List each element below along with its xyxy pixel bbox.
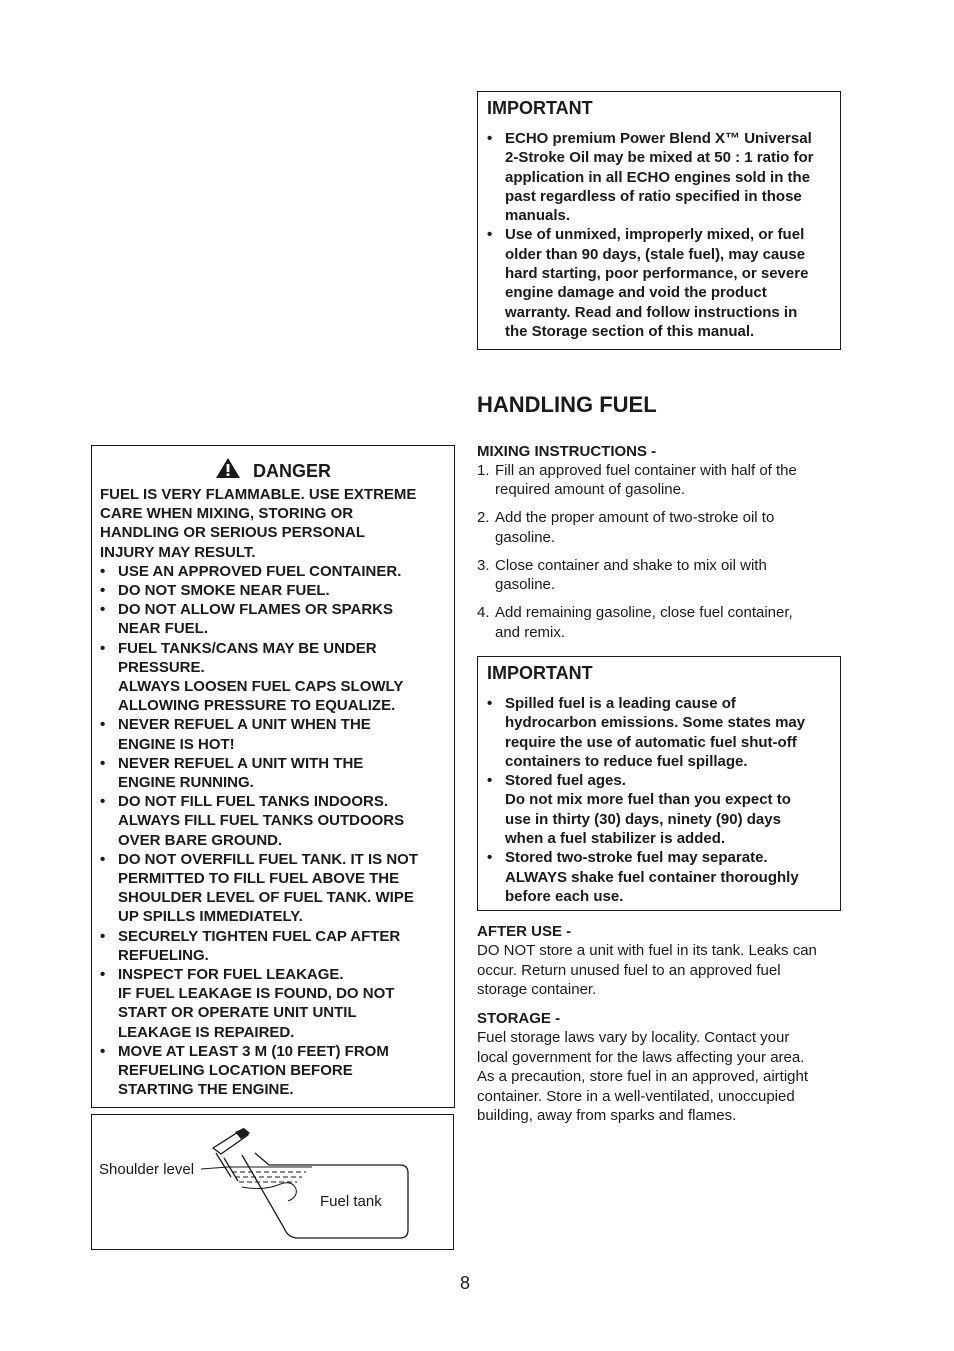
text-line: • Use of unmixed, improperly mixed, or fuel <box>505 226 805 244</box>
step-number: 3. <box>477 556 490 574</box>
danger-bullet <box>100 850 446 927</box>
danger-box <box>91 445 455 1108</box>
text-line: PERMITTED TO FILL FUEL ABOVE THE <box>118 870 400 888</box>
text-line: • Stored fuel ages. <box>505 772 626 790</box>
warning-triangle-icon <box>215 457 241 479</box>
text-line: warranty. Read and follow instructions in <box>505 303 798 321</box>
danger-bullet <box>100 927 446 965</box>
text-line: Fill an approved fuel container with half of the <box>495 462 797 479</box>
text-line: ALLOWING PRESSURE TO EQUALIZE. <box>118 697 396 715</box>
text-line: • USE AN APPROVED FUEL CONTAINER. <box>118 562 402 580</box>
text-line: engine damage and void the product <box>505 284 767 302</box>
text-line: START OR OPERATE UNIT UNTIL <box>118 1004 357 1022</box>
danger-bullet <box>100 600 446 638</box>
text-line: before each use. <box>505 887 624 905</box>
text-line: • SECURELY TIGHTEN FUEL CAP AFTER <box>118 927 401 945</box>
text-line: • NEVER REFUEL A UNIT WITH THE <box>118 754 364 772</box>
text-line: gasoline. <box>495 576 556 594</box>
text-line: Add remaining gasoline, close fuel container, <box>495 604 793 622</box>
text-line: application in all ECHO engines sold in the <box>505 168 811 186</box>
important-list <box>487 694 832 906</box>
mixing-heading: MIXING INSTRUCTIONS - <box>477 443 657 460</box>
danger-header <box>100 457 446 483</box>
text-line: containers to reduce fuel spillage. <box>505 752 748 770</box>
danger-bullet <box>100 754 446 792</box>
text-line: use in thirty (30) days, ninety (90) days <box>505 810 781 828</box>
text-line: past regardless of ratio specified in those <box>505 187 802 205</box>
danger-list <box>100 562 446 1100</box>
important-title: IMPORTANT <box>487 98 593 118</box>
step-text <box>495 508 841 547</box>
text-line: • MOVE AT LEAST 3 M (10 FEET) FROM <box>118 1042 389 1060</box>
text-line: REFUELING LOCATION BEFORE <box>118 1062 353 1080</box>
fuel-tank-label: Fuel tank <box>320 1193 382 1210</box>
text-line: As a precaution, store fuel in an approved, airtight <box>477 1068 809 1086</box>
text-line: local government for the laws affecting your area. <box>477 1048 805 1066</box>
text-line: INJURY MAY RESULT. <box>100 543 256 561</box>
after-use-heading: AFTER USE - <box>477 923 572 940</box>
mixing-step <box>477 603 841 642</box>
text-line: REFUELING. <box>118 946 209 964</box>
text-line: SHOULDER LEVEL OF FUEL TANK. WIPE <box>118 889 414 907</box>
text-line: hydrocarbon emissions. Some states may <box>505 714 806 732</box>
danger-bullet <box>100 1042 446 1100</box>
text-line: Do not mix more fuel than you expect to <box>505 791 791 809</box>
danger-bullet <box>100 965 446 1042</box>
important-bullet <box>487 129 832 225</box>
mixing-step <box>477 508 841 547</box>
mixing-steps <box>477 461 841 642</box>
text-line: manuals. <box>505 207 571 225</box>
text-line: • DO NOT FILL FUEL TANKS INDOORS. <box>118 793 388 811</box>
step-text <box>495 603 841 642</box>
after-use-section <box>477 922 847 1000</box>
text-line: occur. Return unused fuel to an approved fuel <box>477 961 781 979</box>
important-title: IMPORTANT <box>487 663 593 683</box>
mixing-instructions <box>477 442 841 651</box>
text-line: Fuel storage laws vary by locality. Contact your <box>477 1029 790 1047</box>
text-line: required amount of gasoline. <box>495 481 686 499</box>
step-text <box>495 556 841 595</box>
text-line: ALWAYS shake fuel container thoroughly <box>505 868 799 886</box>
shoulder-level-label: Shoulder level <box>99 1161 195 1178</box>
text-line: LEAKAGE IS REPAIRED. <box>118 1023 295 1041</box>
text-line: DO NOT store a unit with fuel in its tank. Leaks can <box>477 942 817 960</box>
danger-bullet <box>100 639 446 716</box>
text-line: • Stored two-stroke fuel may separate. <box>505 849 768 867</box>
fuel-tank-illustration <box>92 1115 453 1249</box>
text-line: container. Store in a well-ventilated, unoccupied <box>477 1087 795 1105</box>
text-line: older than 90 days, (stale fuel), may cause <box>505 245 806 263</box>
text-line: Add the proper amount of two-stroke oil to <box>495 509 775 527</box>
step-number: 4. <box>477 604 490 622</box>
text-line: the Storage section of this manual. <box>505 322 755 340</box>
text-line: gasoline. <box>495 528 556 546</box>
step-number: 2. <box>477 509 490 527</box>
step-text <box>495 461 841 500</box>
text-line: IF FUEL LEAKAGE IS FOUND, DO NOT <box>118 985 395 1003</box>
important-bullet <box>487 771 832 848</box>
text-line: UP SPILLS IMMEDIATELY. <box>118 908 303 926</box>
text-line: FUEL IS VERY FLAMMABLE. USE EXTREME <box>100 486 417 503</box>
important-box-top <box>477 91 841 350</box>
mixing-step <box>477 461 841 500</box>
text-line: CARE WHEN MIXING, STORING OR <box>100 505 354 523</box>
text-line: • DO NOT OVERFILL FUEL TANK. IT IS NOT <box>118 850 418 868</box>
text-line: hard starting, poor performance, or severe <box>505 265 809 283</box>
danger-intro <box>100 485 446 562</box>
text-line: • ECHO premium Power Blend X™ Universal <box>505 130 812 147</box>
text-line: 2-Stroke Oil may be mixed at 50 : 1 ratio for <box>505 149 814 167</box>
text-line: • Spilled fuel is a leading cause of <box>505 695 736 712</box>
danger-bullet <box>100 792 446 850</box>
storage-text <box>477 1028 847 1125</box>
text-line: • INSPECT FOR FUEL LEAKAGE. <box>118 966 344 984</box>
storage-section <box>477 1009 847 1125</box>
text-line: • NEVER REFUEL A UNIT WHEN THE <box>118 716 371 734</box>
text-line: storage container. <box>477 981 597 999</box>
after-use-text <box>477 941 847 999</box>
text-line: HANDLING OR SERIOUS PERSONAL <box>100 524 366 542</box>
text-line: building, away from sparks and flames. <box>477 1107 737 1125</box>
text-line: PRESSURE. <box>118 658 205 676</box>
text-line: Close container and shake to mix oil with <box>495 556 767 574</box>
text-line: STARTING THE ENGINE. <box>118 1081 294 1099</box>
step-number: 1. <box>477 462 490 479</box>
important-bullet <box>487 694 832 771</box>
text-line: OVER BARE GROUND. <box>118 831 283 849</box>
text-line: NEAR FUEL. <box>118 620 208 638</box>
important-list <box>487 129 832 341</box>
text-line: and remix. <box>495 623 566 641</box>
text-line: ALWAYS LOOSEN FUEL CAPS SLOWLY <box>118 678 404 696</box>
important-bullet <box>487 225 832 341</box>
text-line: ENGINE IS HOT! <box>118 735 235 753</box>
text-line: • FUEL TANKS/CANS MAY BE UNDER <box>118 639 377 657</box>
text-line: ALWAYS FILL FUEL TANKS OUTDOORS <box>118 812 405 830</box>
important-box-middle <box>477 656 841 911</box>
section-title: HANDLING FUEL <box>477 392 657 417</box>
danger-bullet <box>100 715 446 753</box>
danger-bullet <box>100 581 446 600</box>
mixing-step <box>477 556 841 595</box>
text-line: • DO NOT ALLOW FLAMES OR SPARKS <box>118 601 393 619</box>
important-bullet <box>487 848 832 906</box>
danger-title: DANGER <box>252 461 331 481</box>
text-line: • DO NOT SMOKE NEAR FUEL. <box>118 582 330 600</box>
text-line: when a fuel stabilizer is added. <box>505 830 726 848</box>
text-line: ENGINE RUNNING. <box>118 774 254 792</box>
page-number: 8 <box>459 1273 470 1293</box>
text-line: require the use of automatic fuel shut-off <box>505 733 797 751</box>
fuel-tank-diagram <box>91 1114 454 1250</box>
storage-heading: STORAGE - <box>477 1010 561 1027</box>
danger-bullet <box>100 562 446 581</box>
